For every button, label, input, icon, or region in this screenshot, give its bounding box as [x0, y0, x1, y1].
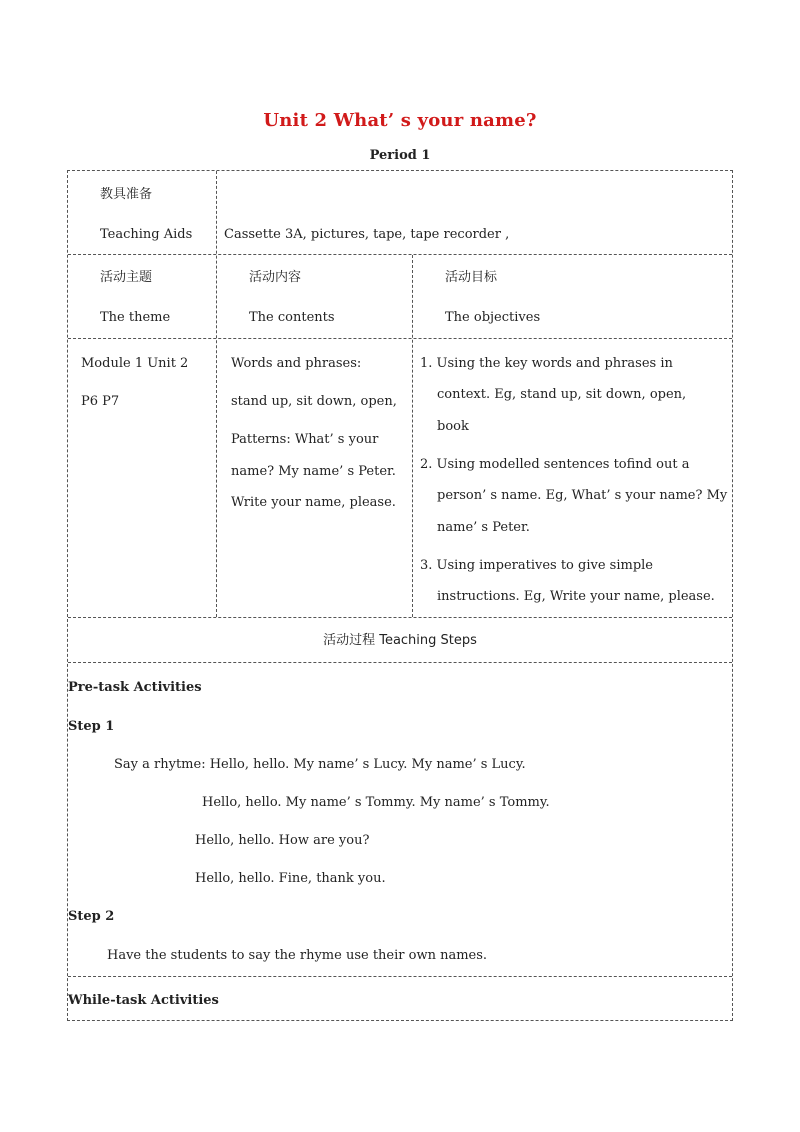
rhyme-line: Hello, hello. How are you?	[195, 833, 370, 848]
row-divider	[68, 254, 732, 255]
while-task-heading: While-task Activities	[68, 993, 219, 1008]
contents-line: Patterns: What’ s your	[231, 432, 379, 447]
objective-line: instructions. Eg, Write your name, please.	[437, 589, 715, 604]
lesson-table	[67, 170, 733, 1021]
column-divider	[216, 171, 217, 617]
row-divider	[68, 662, 732, 663]
contents-line: stand up, sit down, open,	[231, 394, 397, 409]
aids-value: Cassette 3A, pictures, tape, tape recorder ,	[224, 227, 510, 242]
aids-label-cn: 教具准备	[100, 187, 153, 202]
teaching-steps-heading: 活动过程 Teaching Steps	[323, 633, 477, 648]
objective-line: 2. Using modelled sentences tofind out a	[420, 457, 690, 472]
theme-module: Module 1 Unit 2	[81, 356, 189, 371]
contents-line: Words and phrases:	[231, 356, 362, 371]
step2-label: Step 2	[68, 909, 115, 924]
objective-line: context. Eg, stand up, sit down, open,	[437, 387, 687, 402]
objective-line: 3. Using imperatives to give simple	[420, 558, 653, 573]
contents-header-en: The contents	[249, 310, 335, 325]
contents-line: name? My name’ s Peter.	[231, 464, 396, 479]
aids-label-en: Teaching Aids	[100, 227, 193, 242]
step1-label: Step 1	[68, 719, 115, 734]
pre-task-heading: Pre-task Activities	[68, 680, 202, 695]
document-title: Unit 2 What’ s your name?	[263, 110, 537, 131]
theme-header-cn: 活动主题	[100, 270, 153, 285]
period-label: Period 1	[369, 148, 431, 163]
theme-header-en: The theme	[100, 310, 171, 325]
objective-line: name’ s Peter.	[437, 520, 530, 535]
rhyme-line: Hello, hello. Fine, thank you.	[195, 871, 386, 886]
row-divider	[68, 976, 732, 977]
objectives-header-en: The objectives	[445, 310, 541, 325]
row-divider	[68, 617, 732, 618]
row-divider	[68, 338, 732, 339]
step2-text: Have the students to say the rhyme use their own names.	[107, 948, 488, 963]
objective-line: book	[437, 419, 469, 434]
objective-line: person’ s name. Eg, What’ s your name? My	[437, 488, 728, 503]
rhyme-line: Say a rhytme: Hello, hello. My name’ s Lucy. My name’ s Lucy.	[114, 757, 526, 772]
objective-line: 1. Using the key words and phrases in	[420, 356, 673, 371]
column-divider	[412, 255, 413, 617]
rhyme-line: Hello, hello. My name’ s Tommy. My name’ s Tommy.	[202, 795, 550, 810]
contents-line: Write your name, please.	[231, 495, 396, 510]
theme-pages: P6 P7	[81, 394, 120, 409]
objectives-header-cn: 活动目标	[445, 270, 498, 285]
contents-header-cn: 活动内容	[249, 270, 302, 285]
